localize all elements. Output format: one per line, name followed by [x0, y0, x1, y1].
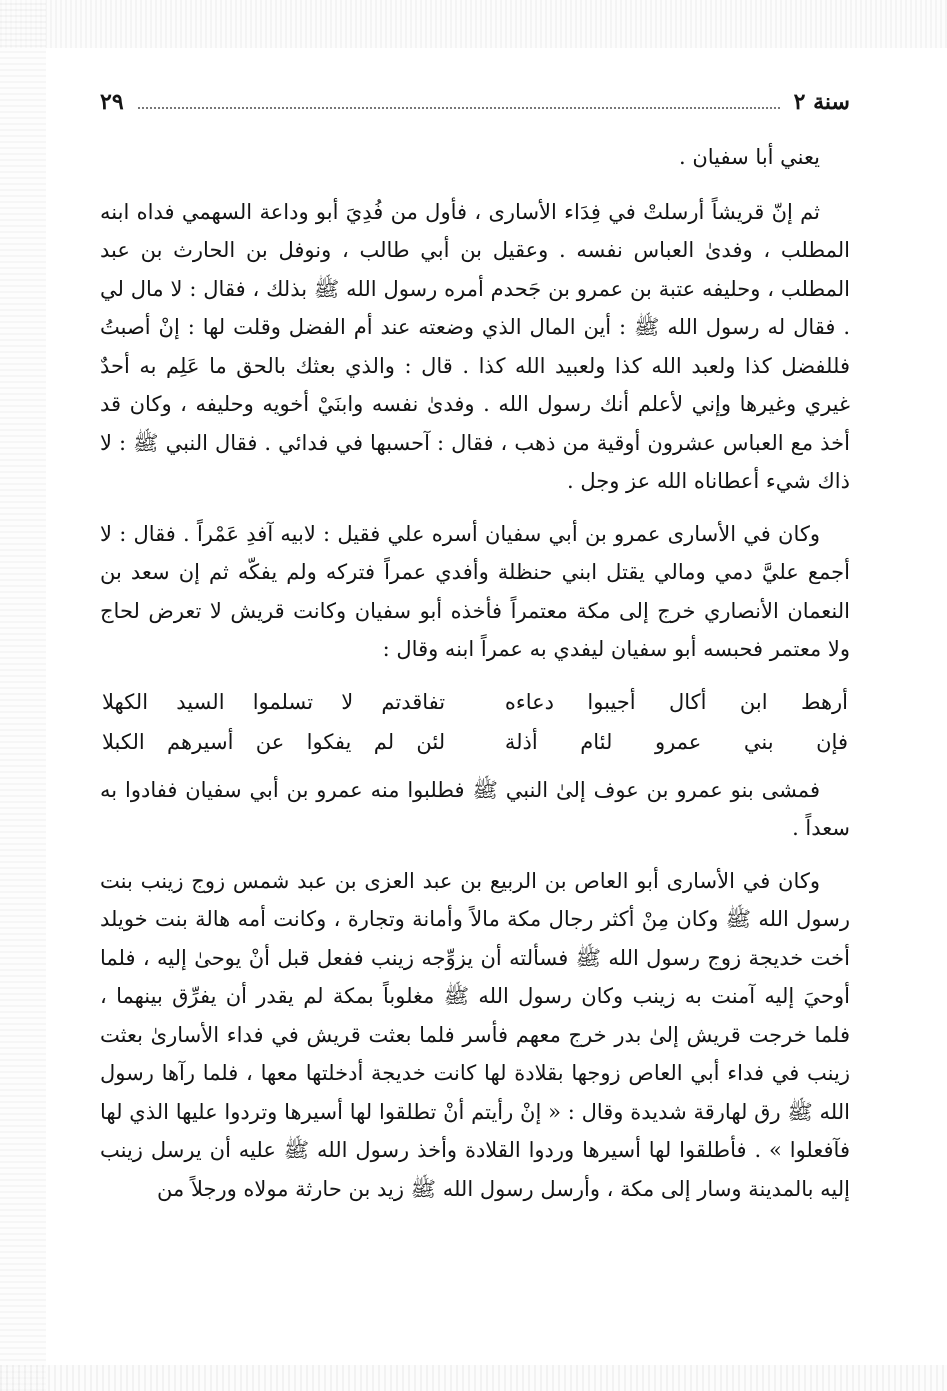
page-number: ٢٩ — [100, 89, 124, 115]
paragraph: ثم إنّ قريشاً أرسلتْ في فِدَاء الأسارى ، فأول من فُدِيَ أبو وداعة السهمي فداه ابنه المطلب ، وفدىٰ العباس نفسه . وعقيل بن أبي طالب ، ونوفل بن الحارث بن عبد المطلب ، وحليفه عتبة بن عمرو بن جَحدم أمره رسول الله ﷺ بذلك ، فقال : لا مال لي . فقال له رسول الله ﷺ : أين المال الذي وضعته عند أم الفضل وقلت لها : إنْ أصبتُ فللفضل كذا ولعبد الله كذا ولعبيد الله كذا . قال : والذي بعثك بالحق ما عَلِم به أحدٌ غيري وغيرها وإني لأعلم أنك رسول الله . وفدىٰ نفسه وابنَيْ أخويه وحليفه ، وكان قد أخذ مع العباس عشرون أوقية من ذهب ، فقال : آحسبها في فدائي . فقال النبي ﷺ : لا ذاك شيء أعطاناه الله عز وجل . — [100, 199, 850, 493]
verse-second-hemistich: تفاقدتم لا تسلموا السيد الكهلا — [102, 690, 446, 715]
paragraph: وكان في الأسارى عمرو بن أبي سفيان أسره علي فقيل : لابيه آفدِ عَمْراً . فقال : لا أجمع عليَّ دمي ومالي يقتل ابني حنظلة وأفدي عمراً فتركه ولم يفكّه ثم إن سعد بن النعمان الأنصاري خرج إلى مكة معتمراً فأخذه أبو سفيان وكانت قريش لا تعرض لحاج ولا معتمر فحبسه أبو سفيان ليفدي به عمراً ابنه وقال : — [100, 521, 850, 661]
poem — [100, 683, 850, 763]
paragraph: يعني أبا سفيان . — [679, 145, 820, 169]
verse-second-hemistich: لئن لم يفكوا عن أسيرهم الكبلا — [102, 730, 446, 755]
scan-border-top — [0, 0, 947, 48]
verse-first-hemistich: فإن بني عمرو لئام أذلة — [504, 730, 848, 755]
page-body — [100, 138, 850, 1222]
paragraph: وكان في الأسارى أبو العاص بن الربيع بن عبد العزى بن عبد شمس زوج زينب بنت رسول الله ﷺ وكان مِنْ أكثر رجال مكة مالاً وأمانة وتجارة ، وكانت أمه هالة بنت خويلد أخت خديجة زوج رسول الله ﷺ فسألته أن يزوِّجه زينب ففعل قبل أنْ يوحىٰ إليه ، فلما أوحيَ إليه آمنت به زينب وكان رسول الله ﷺ مغلوباً بمكة لم يقدر أن يفرِّق بينهما ، فلما خرجت قريش إلىٰ بدر خرج معهم فأسر فلما بعثت قريش في فداء الأسارىٰ بعثت زينب في فداء أبي العاص زوجها بقلادة لها كانت خديجة أدخلتها معها ، فلما رآها رسول الله ﷺ رق لهارقة شديدة وقال : « إنْ رأيتم أنْ تطلقوا لها أسيرها وتردوا عليها الذي لها فآفعلوا » . فأطلقوا لها أسيرها وردوا القلادة وأخذ رسول الله ﷺ عليه أن يرسل زينب إليه بالمدينة وسار إلى مكة ، وأرسل رسول الله ﷺ زيد بن حارثة مولاه ورجلاً من — [100, 868, 850, 1201]
dotted-leader — [138, 107, 780, 109]
page-header — [100, 82, 850, 122]
paragraph: فمشى بنو عمرو بن عوف إلىٰ النبي ﷺ فطلبوا منه عمرو بن أبي سفيان ففادوا به سعداً . — [100, 777, 850, 840]
poem-verse — [100, 723, 850, 763]
scan-border-left — [0, 0, 46, 1391]
verse-first-hemistich: أرهط ابن أكال أجيبوا دعاءه — [504, 690, 848, 715]
running-title: سنة ٢ — [793, 89, 850, 115]
book-page — [100, 60, 850, 1380]
poem-verse — [100, 683, 850, 723]
